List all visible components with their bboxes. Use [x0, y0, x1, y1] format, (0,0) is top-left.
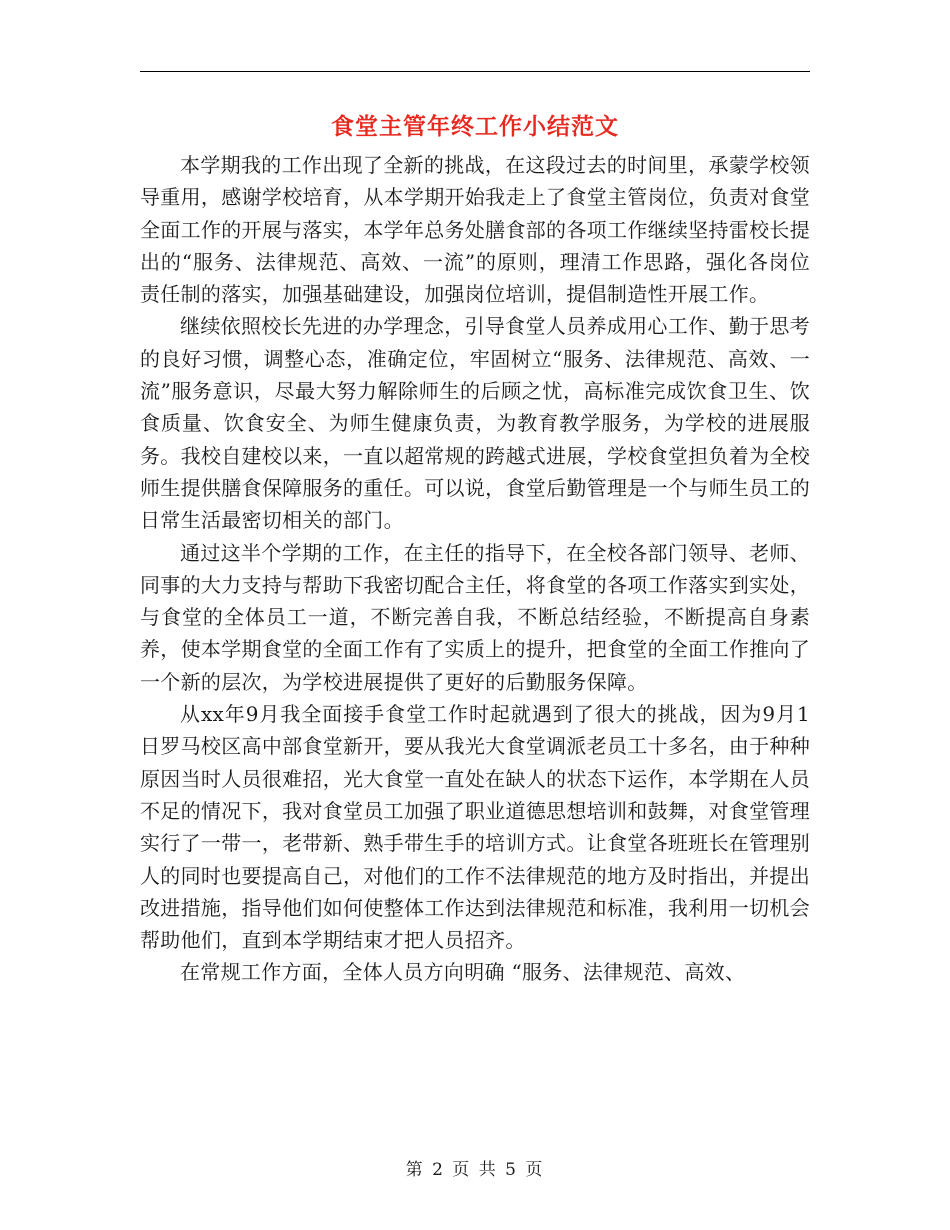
paragraph-4: 从xx年9月我全面接手食堂工作时起就遇到了很大的挑战，因为9月1日罗马校区高中部食堂新开，要从我光大食堂调派老员工十多名，由于种种原因当时人员很难招，光大食堂一直处在缺人的状态下运作，本学期在人员不足的情况下，我对食堂员工加强了职业道德思想培训和鼓舞，对食堂管理实行了一带一，老带新、熟手带生手的培训方式。让食堂各班班长在管理别人的同时也要提高自己，对他们的工作不法律规范的地方及时指出，并提出改进措施，指导他们如何使整体工作达到法律规范和标准，我利用一切机会帮助他们，直到本学期结束才把人员招齐。: [140, 702, 810, 953]
page-number: 第 2 页 共 5 页: [405, 1160, 545, 1180]
header-rule: [140, 71, 810, 72]
paragraph-2: 继续依照校长先进的办学理念，引导食堂人员养成用心工作、勤于思考的良好习惯，调整心态，准确定位，牢固树立“服务、法律规范、高效、一流”服务意识，尽最大努力解除师生的后顾之忧，高标准完成饮食卫生、饮食质量、饮食安全、为师生健康负责，为教育教学服务，为学校的进展服务。我校自建校以来，一直以超常规的跨越式进展，学校食堂担负着为全校师生提供膳食保障服务的重任。可以说，食堂后勤管理是一个与师生员工的日常生活最密切相关的部门。: [140, 314, 810, 533]
document-title: 食堂主管年终工作小结范文: [331, 113, 619, 140]
paragraph-5: 在常规工作方面，全体人员方向明确 “服务、法律规范、高效、: [180, 960, 746, 985]
document-body: [140, 149, 810, 989]
paragraph-1: 本学期我的工作出现了全新的挑战，在这段过去的时间里，承蒙学校领导重用，感谢学校培育，从本学期开始我走上了食堂主管岗位，负责对食堂全面工作的开展与落实，本学年总务处膳食部的各项工作继续坚持雷校长提出的“服务、法律规范、高效、一流”的原则，理清工作思路，强化各岗位责任制的落实，加强基础建设，加强岗位培训，提倡制造性开展工作。: [140, 153, 810, 307]
paragraph-3: 通过这半个学期的工作，在主任的指导下，在全校各部门领导、老师、同事的大力支持与帮助下我密切配合主任，将食堂的各项工作落实到实处，与食堂的全体员工一道，不断完善自我，不断总结经验，不断提高自身素养，使本学期食堂的全面工作有了实质上的提升，把食堂的全面工作推向了一个新的层次，为学校进展提供了更好的后勤服务保障。: [140, 540, 810, 694]
